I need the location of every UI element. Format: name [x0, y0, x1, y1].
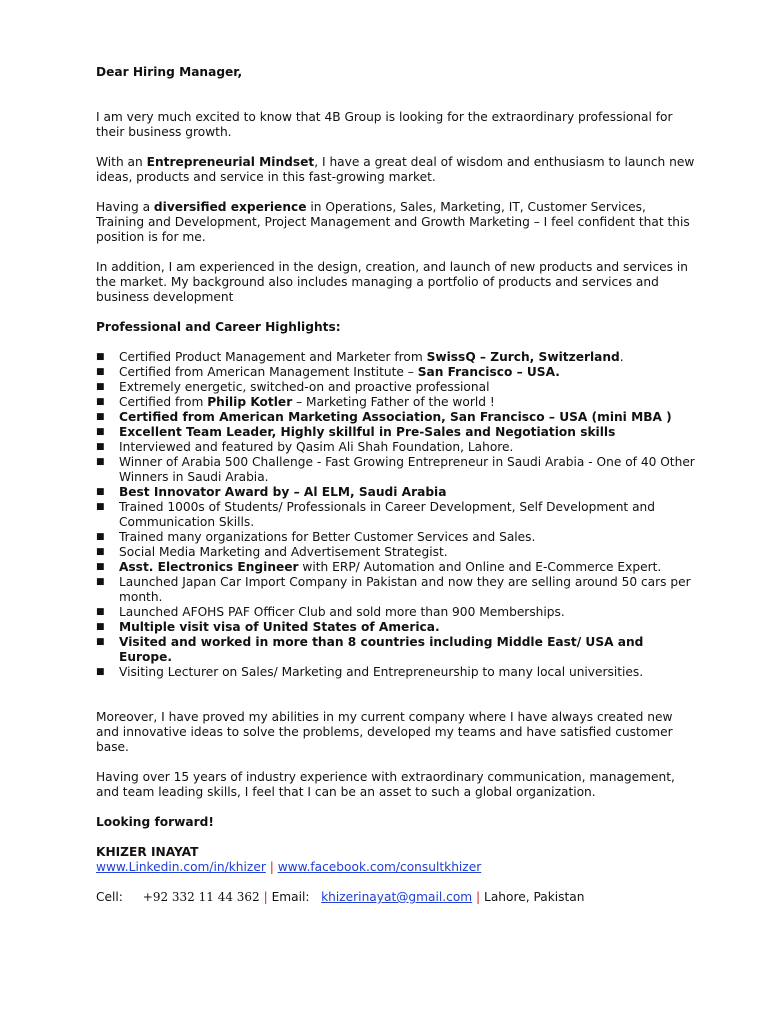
bold-text: Visited and worked in more than 8 countries including Middle East/ USA and Europe. [119, 635, 644, 664]
highlight-item [96, 635, 696, 665]
highlight-item [96, 530, 696, 545]
sign-off: Looking forward! [96, 815, 214, 829]
email-link[interactable]: khizerinayat@gmail.com [321, 890, 473, 904]
location: Lahore, Pakistan [484, 890, 585, 904]
contact-separator: | [476, 890, 481, 904]
text: Launched AFOHS PAF Officer Club and sold more than 900 Memberships. [119, 605, 565, 619]
bold-text: Asst. Electronics Engineer [119, 560, 299, 574]
linkedin-link[interactable]: www.Linkedin.com/in/khizer [96, 860, 266, 874]
bold-text: Excellent Team Leader, Highly skillful in Pre-Sales and Negotiation skills [119, 425, 616, 439]
highlight-item [96, 395, 696, 410]
intro-paragraphs [96, 110, 696, 305]
body-paragraph [96, 200, 696, 245]
body-paragraph [96, 260, 696, 305]
text: . [619, 350, 624, 364]
highlight-item [96, 410, 696, 425]
bold-text: Multiple visit visa of United States of America. [119, 620, 440, 634]
highlight-item [96, 605, 696, 620]
text: I am very much excited to know that 4B Group is looking for the extraordinary professional for their business growth. [96, 110, 673, 139]
text: Certified from American Management Institute – [119, 365, 418, 379]
text: Trained many organizations for Better Customer Services and Sales. [119, 530, 536, 544]
text: in Operations, Sales, Marketing, IT, Customer Services, Training and Development, Project Management and Growth Marketing – I feel confident that this position is for me. [96, 200, 690, 244]
highlight-item [96, 425, 696, 440]
highlight-item [96, 485, 696, 500]
text: With an [96, 155, 147, 169]
highlights-list [96, 350, 696, 680]
greeting: Dear Hiring Manager, [96, 65, 243, 79]
link-separator: | [269, 860, 274, 874]
text: In addition, I am experienced in the design, creation, and launch of new products and services in the market. My background also includes managing a portfolio of products and services and business development [96, 260, 688, 304]
text: Social Media Marketing and Advertisement Strategist. [119, 545, 448, 559]
text: Having a [96, 200, 154, 214]
cell-label: Cell: [96, 890, 123, 904]
text: Visiting Lecturer on Sales/ Marketing and Entrepreneurship to many local universities. [119, 665, 644, 679]
bold-text: Certified from American Marketing Association, San Francisco – USA (mini MBA ) [119, 410, 672, 424]
highlight-item [96, 440, 696, 455]
contact-line [96, 890, 696, 905]
highlight-item [96, 380, 696, 395]
bold-text: diversified experience [153, 200, 307, 214]
bold-text: SwissQ – Zurch, Switzerland [426, 350, 620, 364]
text: Winner of Arabia 500 Challenge - Fast Growing Entrepreneur in Saudi Arabia - One of 40 Other Winners in Saudi Arabia. [119, 455, 695, 484]
text: with ERP/ Automation and Online and E-Commerce Expert. [298, 560, 662, 574]
highlight-item [96, 620, 696, 635]
bold-text: Entrepreneurial Mindset [146, 155, 315, 169]
bold-text: Best Innovator Award by – Al ELM, Saudi Arabia [119, 485, 447, 499]
bold-text: San Francisco – USA. [417, 365, 560, 379]
text: – Marketing Father of the world ! [292, 395, 495, 409]
closing-paragraph: Having over 15 years of industry experience with extraordinary communication, management, and team leading skills, I feel that I can be an asset to such a global organization. [96, 770, 675, 799]
cell-number: +92 332 11 44 362 [142, 890, 260, 904]
highlight-item [96, 455, 696, 485]
highlight-item [96, 500, 696, 530]
social-links [96, 860, 696, 875]
signature-name: KHIZER INAYAT [96, 845, 199, 859]
body-paragraph [96, 110, 696, 140]
text: Certified from [119, 395, 208, 409]
highlight-item [96, 665, 696, 680]
highlight-item [96, 545, 696, 560]
highlight-item [96, 560, 696, 575]
highlight-item [96, 365, 696, 380]
closing-paragraph: Moreover, I have proved my abilities in my current company where I have always created new and innovative ideas to solve the problems, developed my teams and have satisfied customer base. [96, 710, 673, 754]
text: Interviewed and featured by Qasim Ali Shah Foundation, Lahore. [119, 440, 514, 454]
highlights-heading: Professional and Career Highlights: [96, 320, 341, 334]
email-label: Email: [271, 890, 310, 904]
text: , I have a great deal of wisdom and enthusiasm to launch new ideas, products and service in this fast-growing market. [96, 155, 695, 184]
facebook-link[interactable]: www.facebook.com/consultkhizer [277, 860, 482, 874]
highlight-item [96, 575, 696, 605]
contact-separator: | [263, 890, 268, 904]
text: Trained 1000s of Students/ Professionals in Career Development, Self Development and Communication Skills. [119, 500, 655, 529]
text: Extremely energetic, switched-on and proactive professional [119, 380, 490, 394]
text: Certified Product Management and Marketer from [119, 350, 427, 364]
bold-text: Philip Kotler [207, 395, 293, 409]
highlight-item [96, 350, 696, 365]
body-paragraph [96, 155, 696, 185]
text: Launched Japan Car Import Company in Pakistan and now they are selling around 50 cars per month. [119, 575, 691, 604]
